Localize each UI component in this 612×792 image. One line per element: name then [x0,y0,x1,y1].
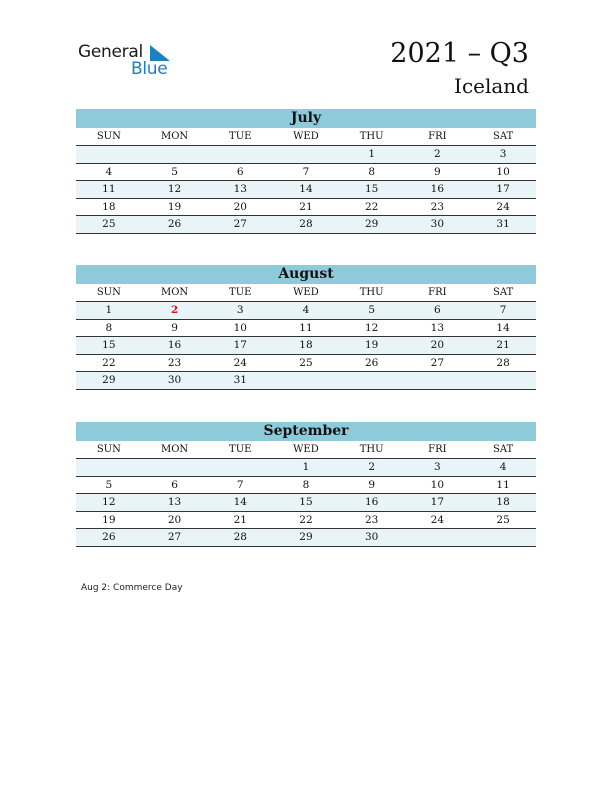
day-cell: 27 [142,529,208,547]
weekday-sun: SUN [76,128,142,146]
empty-day-cell [273,146,339,164]
day-cell: 22 [339,198,405,216]
month-august [76,265,536,390]
week-row [76,354,536,372]
day-cell: 26 [76,529,142,547]
week-row [76,372,536,390]
day-cell: 25 [470,511,536,529]
week-row [76,529,536,547]
day-cell: 30 [405,216,471,234]
weekday-thu: THU [339,284,405,302]
day-cell: 20 [405,337,471,355]
day-cell: 29 [76,372,142,390]
day-cell: 6 [405,302,471,320]
day-cell: 16 [405,181,471,199]
generalblue-logo [78,42,188,82]
day-cell: 7 [207,476,273,494]
day-cell: 30 [339,529,405,547]
day-cell: 25 [76,216,142,234]
week-row [76,319,536,337]
calendar-grid [76,441,536,547]
day-cell: 6 [142,476,208,494]
day-cell: 23 [405,198,471,216]
weekday-thu: THU [339,128,405,146]
week-row [76,302,536,320]
month-title: September [76,422,536,441]
empty-day-cell [142,459,208,477]
holiday-note: Aug 2: Commerce Day [81,583,183,593]
weekday-header-row [76,128,536,146]
day-cell: 15 [76,337,142,355]
day-cell: 21 [273,198,339,216]
day-cell: 3 [207,302,273,320]
day-cell: 8 [339,163,405,181]
empty-day-cell [142,146,208,164]
day-cell: 19 [142,198,208,216]
logo-word-blue: Blue [131,59,168,79]
calendar-grid [76,284,536,390]
weekday-mon: MON [142,284,208,302]
day-cell: 15 [339,181,405,199]
weekday-mon: MON [142,441,208,459]
day-cell: 2 [142,302,208,320]
day-cell: 10 [470,163,536,181]
logo-word-general: General [78,42,143,62]
empty-day-cell [207,146,273,164]
day-cell: 9 [405,163,471,181]
day-cell: 21 [207,511,273,529]
weekday-wed: WED [273,284,339,302]
day-cell: 9 [339,476,405,494]
day-cell: 17 [207,337,273,355]
day-cell: 17 [470,181,536,199]
empty-day-cell [405,529,471,547]
day-cell: 18 [470,494,536,512]
day-cell: 5 [76,476,142,494]
month-title: July [76,109,536,128]
day-cell: 13 [207,181,273,199]
day-cell: 29 [339,216,405,234]
day-cell: 4 [470,459,536,477]
weekday-tue: TUE [207,284,273,302]
day-cell: 25 [273,354,339,372]
day-cell: 12 [142,181,208,199]
day-cell: 8 [76,319,142,337]
weekday-header-row [76,284,536,302]
empty-day-cell [405,372,471,390]
day-cell: 26 [142,216,208,234]
day-cell: 24 [207,354,273,372]
month-title: August [76,265,536,284]
week-row [76,198,536,216]
day-cell: 28 [273,216,339,234]
day-cell: 1 [339,146,405,164]
weekday-tue: TUE [207,128,273,146]
week-row [76,459,536,477]
day-cell: 11 [76,181,142,199]
day-cell: 6 [207,163,273,181]
day-cell: 23 [339,511,405,529]
empty-day-cell [470,372,536,390]
weekday-fri: FRI [405,441,471,459]
weekday-sun: SUN [76,284,142,302]
week-row [76,163,536,181]
day-cell: 7 [470,302,536,320]
week-row [76,476,536,494]
day-cell: 3 [405,459,471,477]
empty-day-cell [273,372,339,390]
day-cell: 14 [470,319,536,337]
day-cell: 21 [470,337,536,355]
day-cell: 4 [76,163,142,181]
day-cell: 2 [339,459,405,477]
day-cell: 28 [207,529,273,547]
week-row [76,337,536,355]
day-cell: 10 [405,476,471,494]
day-cell: 19 [76,511,142,529]
empty-day-cell [470,529,536,547]
day-cell: 22 [273,511,339,529]
weekday-fri: FRI [405,284,471,302]
week-row [76,511,536,529]
calendar-grid [76,128,536,234]
day-cell: 18 [76,198,142,216]
day-cell: 1 [76,302,142,320]
country-name: Iceland [454,74,529,98]
day-cell: 26 [339,354,405,372]
day-cell: 19 [339,337,405,355]
day-cell: 16 [339,494,405,512]
day-cell: 20 [207,198,273,216]
weekday-wed: WED [273,128,339,146]
day-cell: 2 [405,146,471,164]
weekday-sun: SUN [76,441,142,459]
day-cell: 29 [273,529,339,547]
empty-day-cell [76,146,142,164]
week-row [76,216,536,234]
day-cell: 16 [142,337,208,355]
empty-day-cell [207,459,273,477]
day-cell: 31 [470,216,536,234]
month-july [76,109,536,234]
day-cell: 27 [207,216,273,234]
weekday-sat: SAT [470,284,536,302]
day-cell: 24 [405,511,471,529]
weekday-thu: THU [339,441,405,459]
day-cell: 31 [207,372,273,390]
day-cell: 12 [76,494,142,512]
day-cell: 4 [273,302,339,320]
day-cell: 30 [142,372,208,390]
day-cell: 15 [273,494,339,512]
day-cell: 8 [273,476,339,494]
day-cell: 20 [142,511,208,529]
weekday-fri: FRI [405,128,471,146]
day-cell: 5 [339,302,405,320]
weekday-sat: SAT [470,128,536,146]
weekday-sat: SAT [470,441,536,459]
day-cell: 11 [273,319,339,337]
day-cell: 28 [470,354,536,372]
day-cell: 3 [470,146,536,164]
day-cell: 24 [470,198,536,216]
day-cell: 10 [207,319,273,337]
week-row [76,146,536,164]
day-cell: 11 [470,476,536,494]
day-cell: 27 [405,354,471,372]
week-row [76,181,536,199]
day-cell: 13 [405,319,471,337]
weekday-mon: MON [142,128,208,146]
day-cell: 14 [273,181,339,199]
weekday-wed: WED [273,441,339,459]
day-cell: 12 [339,319,405,337]
weekday-header-row [76,441,536,459]
day-cell: 5 [142,163,208,181]
day-cell: 1 [273,459,339,477]
day-cell: 13 [142,494,208,512]
day-cell: 14 [207,494,273,512]
day-cell: 23 [142,354,208,372]
day-cell: 18 [273,337,339,355]
day-cell: 17 [405,494,471,512]
empty-day-cell [339,372,405,390]
day-cell: 9 [142,319,208,337]
month-september [76,422,536,547]
week-row [76,494,536,512]
day-cell: 22 [76,354,142,372]
empty-day-cell [76,459,142,477]
page-title: 2021 – Q3 [390,38,529,69]
day-cell: 7 [273,163,339,181]
weekday-tue: TUE [207,441,273,459]
